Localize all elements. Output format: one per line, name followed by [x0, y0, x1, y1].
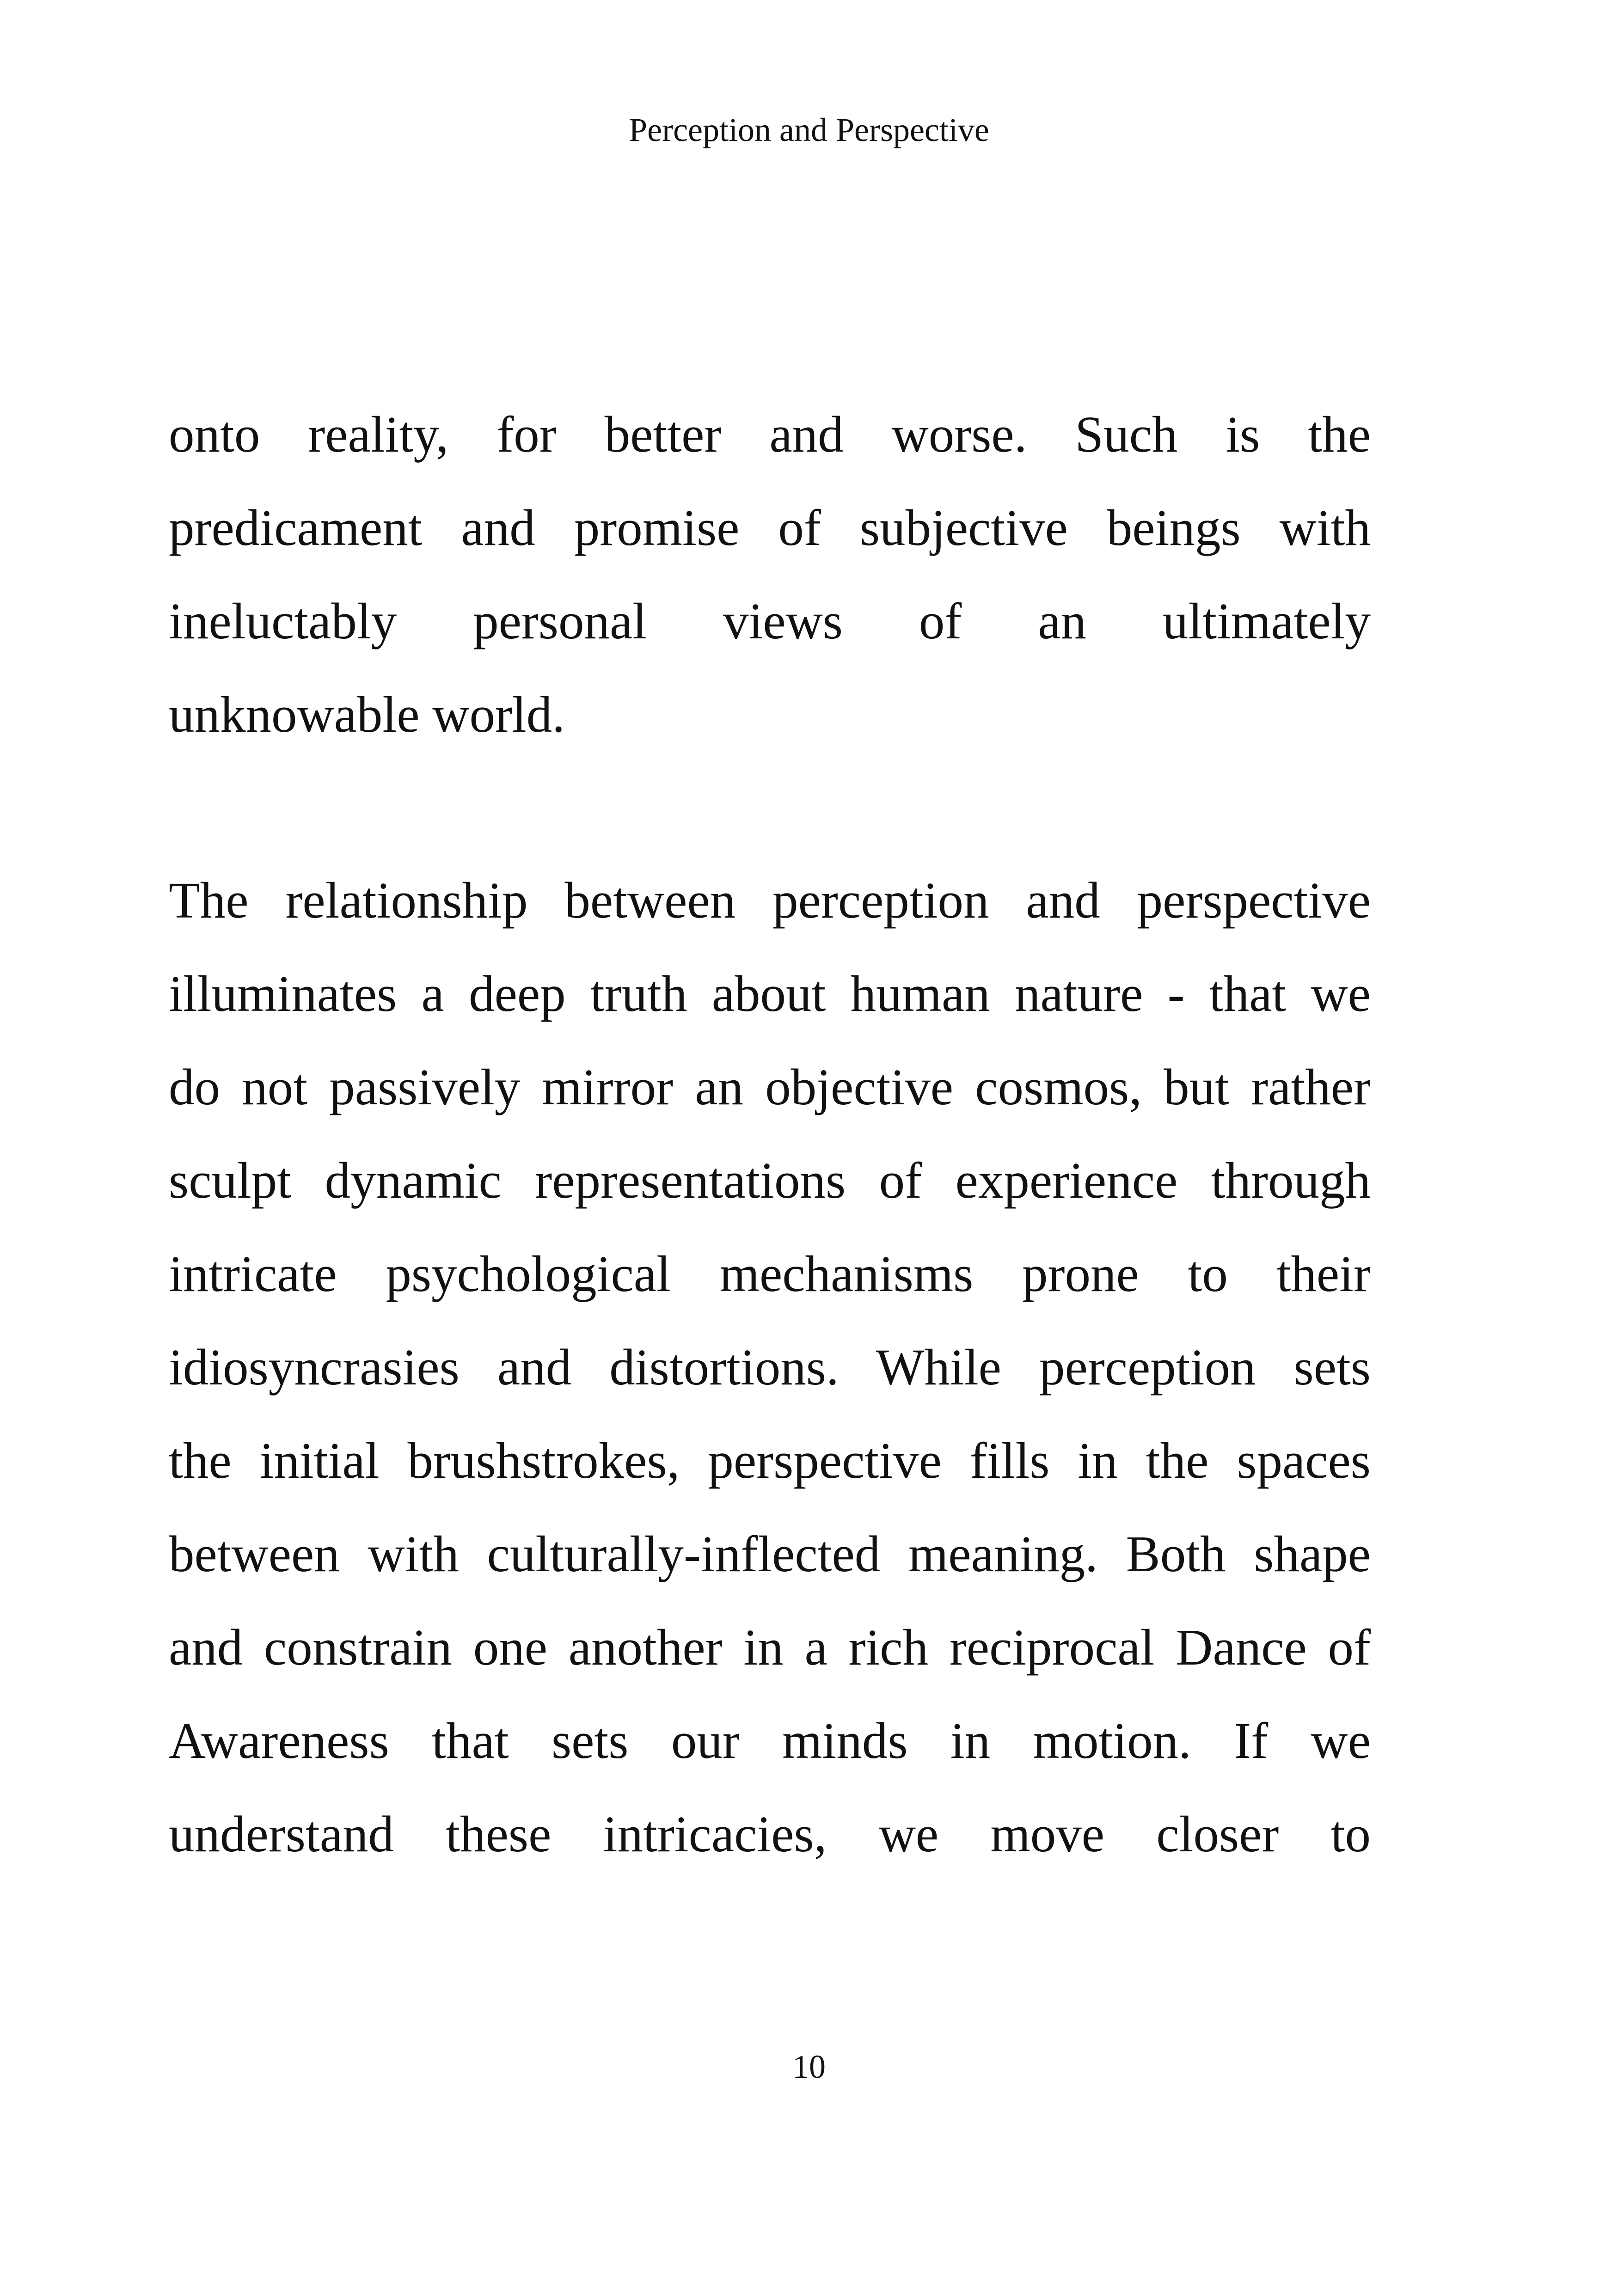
- text-line: illuminates a deep truth about human nature - that we: [169, 966, 1371, 1022]
- text-line: do not passively mirror an objective cosmos, but rather: [169, 1059, 1371, 1116]
- page-number: 10: [792, 2048, 826, 2085]
- text-line: and constrain one another in a rich reciprocal Dance of: [169, 1619, 1371, 1676]
- paragraph-1: [169, 388, 1371, 762]
- running-header: Perception and Perspective: [629, 111, 989, 148]
- text-line: idiosyncrasies and distortions. While perception sets: [169, 1339, 1371, 1396]
- text-line: intricate psychological mechanisms prone to their: [169, 1246, 1371, 1303]
- text-line: understand these intricacies, we move closer to: [169, 1806, 1371, 1863]
- text-line: the initial brushstrokes, perspective fills in the spaces: [169, 1433, 1371, 1489]
- text-line: between with culturally-inflected meaning. Both shape: [169, 1526, 1371, 1583]
- text-line: ineluctably personal views of an ultimately: [169, 593, 1371, 650]
- paragraph-2: [169, 854, 1371, 1881]
- paragraph-gap: [169, 762, 1371, 854]
- text-line: Awareness that sets our minds in motion. If we: [169, 1713, 1371, 1769]
- text-line: predicament and promise of subjective beings with: [169, 500, 1371, 557]
- text-line: sculpt dynamic representations of experience through: [169, 1152, 1371, 1209]
- text-line: The relationship between perception and perspective: [169, 872, 1371, 929]
- text-line: unknowable world.: [169, 686, 565, 743]
- text-line: onto reality, for better and worse. Such is the: [169, 406, 1371, 463]
- body-text: [169, 388, 1371, 1881]
